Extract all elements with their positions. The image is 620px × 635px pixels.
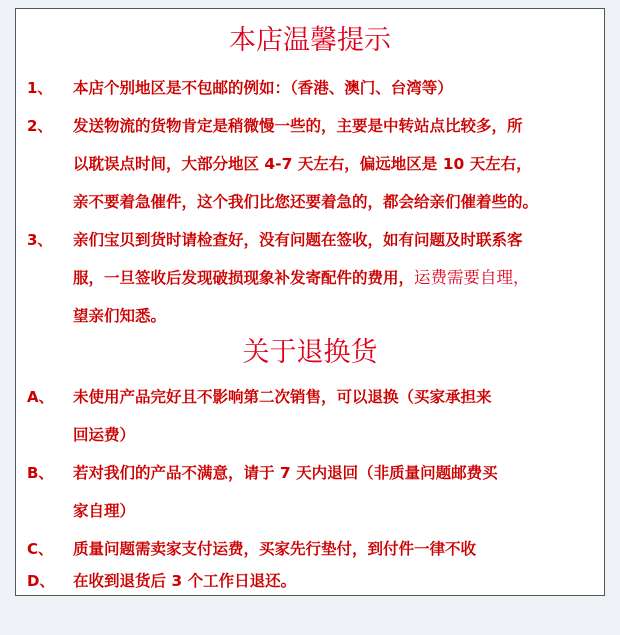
item-text-line: 亲不要着急催件，这个我们比您还要着急的，都会给亲们催着些的。 (73, 193, 539, 211)
item-text-line: 发送物流的货物肯定是稍微慢一些的，主要是中转站点比较多，所 (73, 117, 523, 135)
item-text-line: 若对我们的产品不满意，请于 7 天内退回（非质量问题邮费买 (73, 464, 498, 482)
item-text-line: 以耽误点时间，大部分地区 4-7 天左右，偏远地区是 10 天左右， (73, 155, 532, 173)
returns-title: 关于退换货 (242, 337, 378, 368)
item-marker: D、 (27, 572, 55, 590)
notice-title: 本店温馨提示 (229, 25, 391, 56)
item-marker: A、 (27, 388, 54, 406)
item-text-line: 在收到退货后 3 个工作日退还。 (73, 572, 297, 590)
item-text-line: 亲们宝贝到货时请检查好，没有问题在签收，如有问题及时联系客 (73, 231, 523, 249)
item-text-line: 未使用产品完好且不影响第二次销售，可以退换（买家承担来 (73, 388, 492, 406)
item-text-line: 家自理） (73, 502, 136, 520)
item-text-line: 质量问题需卖家支付运费，买家先行垫付，到付件一律不收 (73, 540, 477, 558)
item-marker: B、 (27, 464, 54, 482)
item-text-segment: 服，一旦签收后发现破损现象补发寄配件的费用， (73, 269, 415, 287)
item-text-line: 回运费） (73, 426, 136, 444)
item-marker: 2、 (27, 117, 53, 135)
item-text-line: 本店个别地区是不包邮的例如：（香港、澳门、台湾等） (73, 79, 453, 97)
item-marker: C、 (27, 540, 54, 558)
item-text-line (73, 259, 530, 297)
item-marker: 3、 (27, 231, 53, 249)
shipping-fee-highlight: 运费需要自理， (414, 268, 530, 287)
item-text-line: 望亲们知悉。 (73, 307, 167, 325)
item-marker: 1、 (27, 79, 53, 97)
notice-panel (15, 8, 605, 596)
